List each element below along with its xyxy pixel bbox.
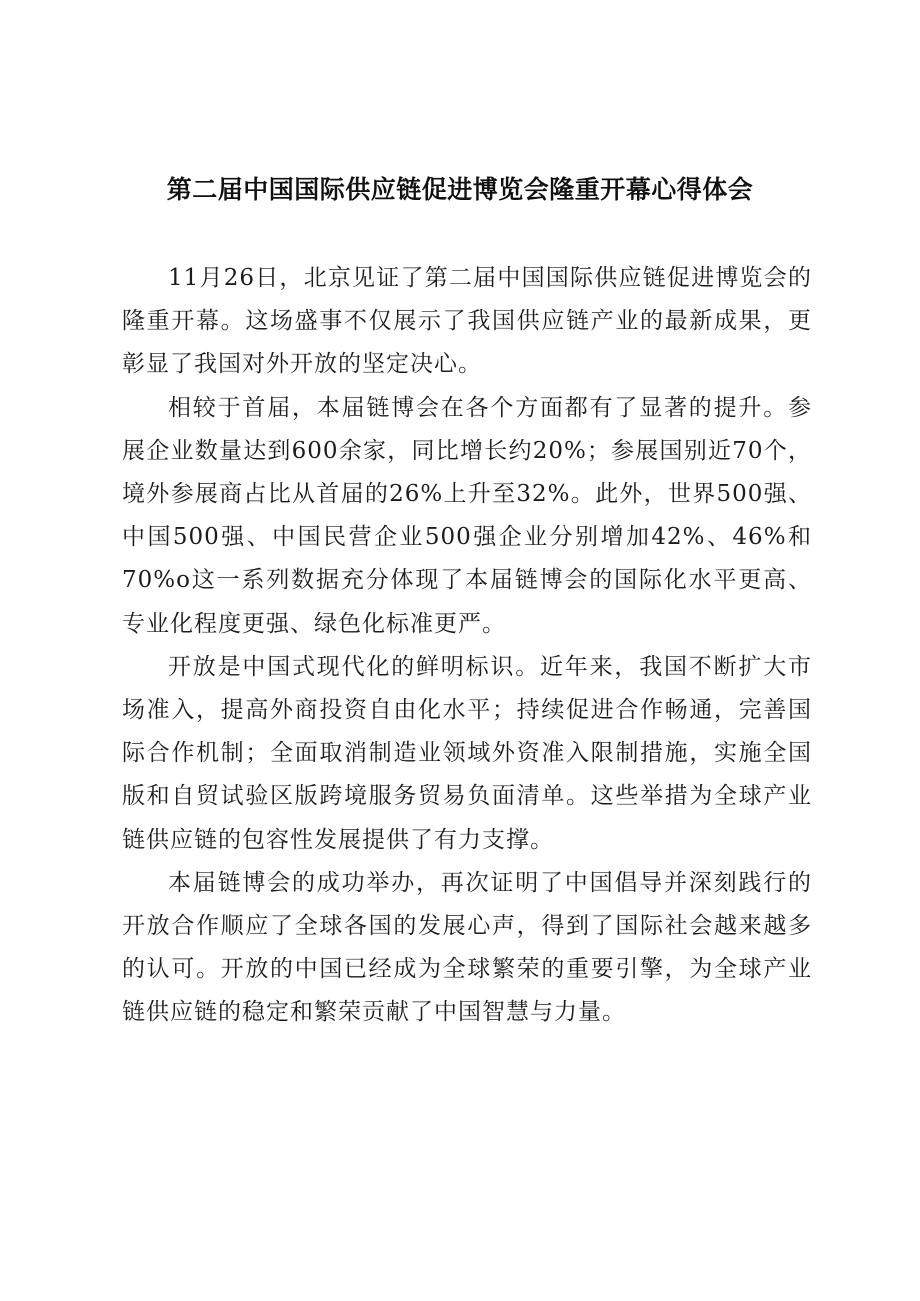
paragraph-2: 相较于首届，本届链博会在各个方面都有了显著的提升。参展企业数量达到600余家，同比增长约20%；参展国别近70个，境外参展商占比从首届的26%上升至32%。此外，世界500强、中国500强、中国民营企业500强企业分别增加42%、46%和70%o这一系列数据充分体现了本届链博会的国际化水平更高、专业化程度更强、绿色化标准更严。 — [122, 394, 812, 637]
paragraph-3: 开放是中国式现代化的鲜明标识。近年来，我国不断扩大市场准入，提高外商投资自由化水平；持续促进合作畅通，完善国际合作机制；全面取消制造业领域外资准入限制措施，实施全国版和自贸试验区版跨境服务贸易负面清单。这些举措为全球产业链供应链的包容性发展提供了有力支撑。 — [122, 653, 812, 853]
paragraph-4: 本届链博会的成功举办，再次证明了中国倡导并深刻践行的开放合作顺应了全球各国的发展心声，得到了国际社会越来越多的认可。开放的中国已经成为全球繁荣的重要引擎，为全球产业链供应链的稳定和繁荣贡献了中国智慧与力量。 — [122, 869, 812, 1026]
document-title: 第二届中国国际供应链促进博览会隆重开幕心得体会 — [166, 175, 754, 204]
document-body — [122, 257, 812, 1035]
paragraph-1: 11月26日，北京见证了第二届中国国际供应链促进博览会的隆重开幕。这场盛事不仅展示了我国供应链产业的最新成果，更彰显了我国对外开放的坚定决心。 — [122, 265, 812, 378]
